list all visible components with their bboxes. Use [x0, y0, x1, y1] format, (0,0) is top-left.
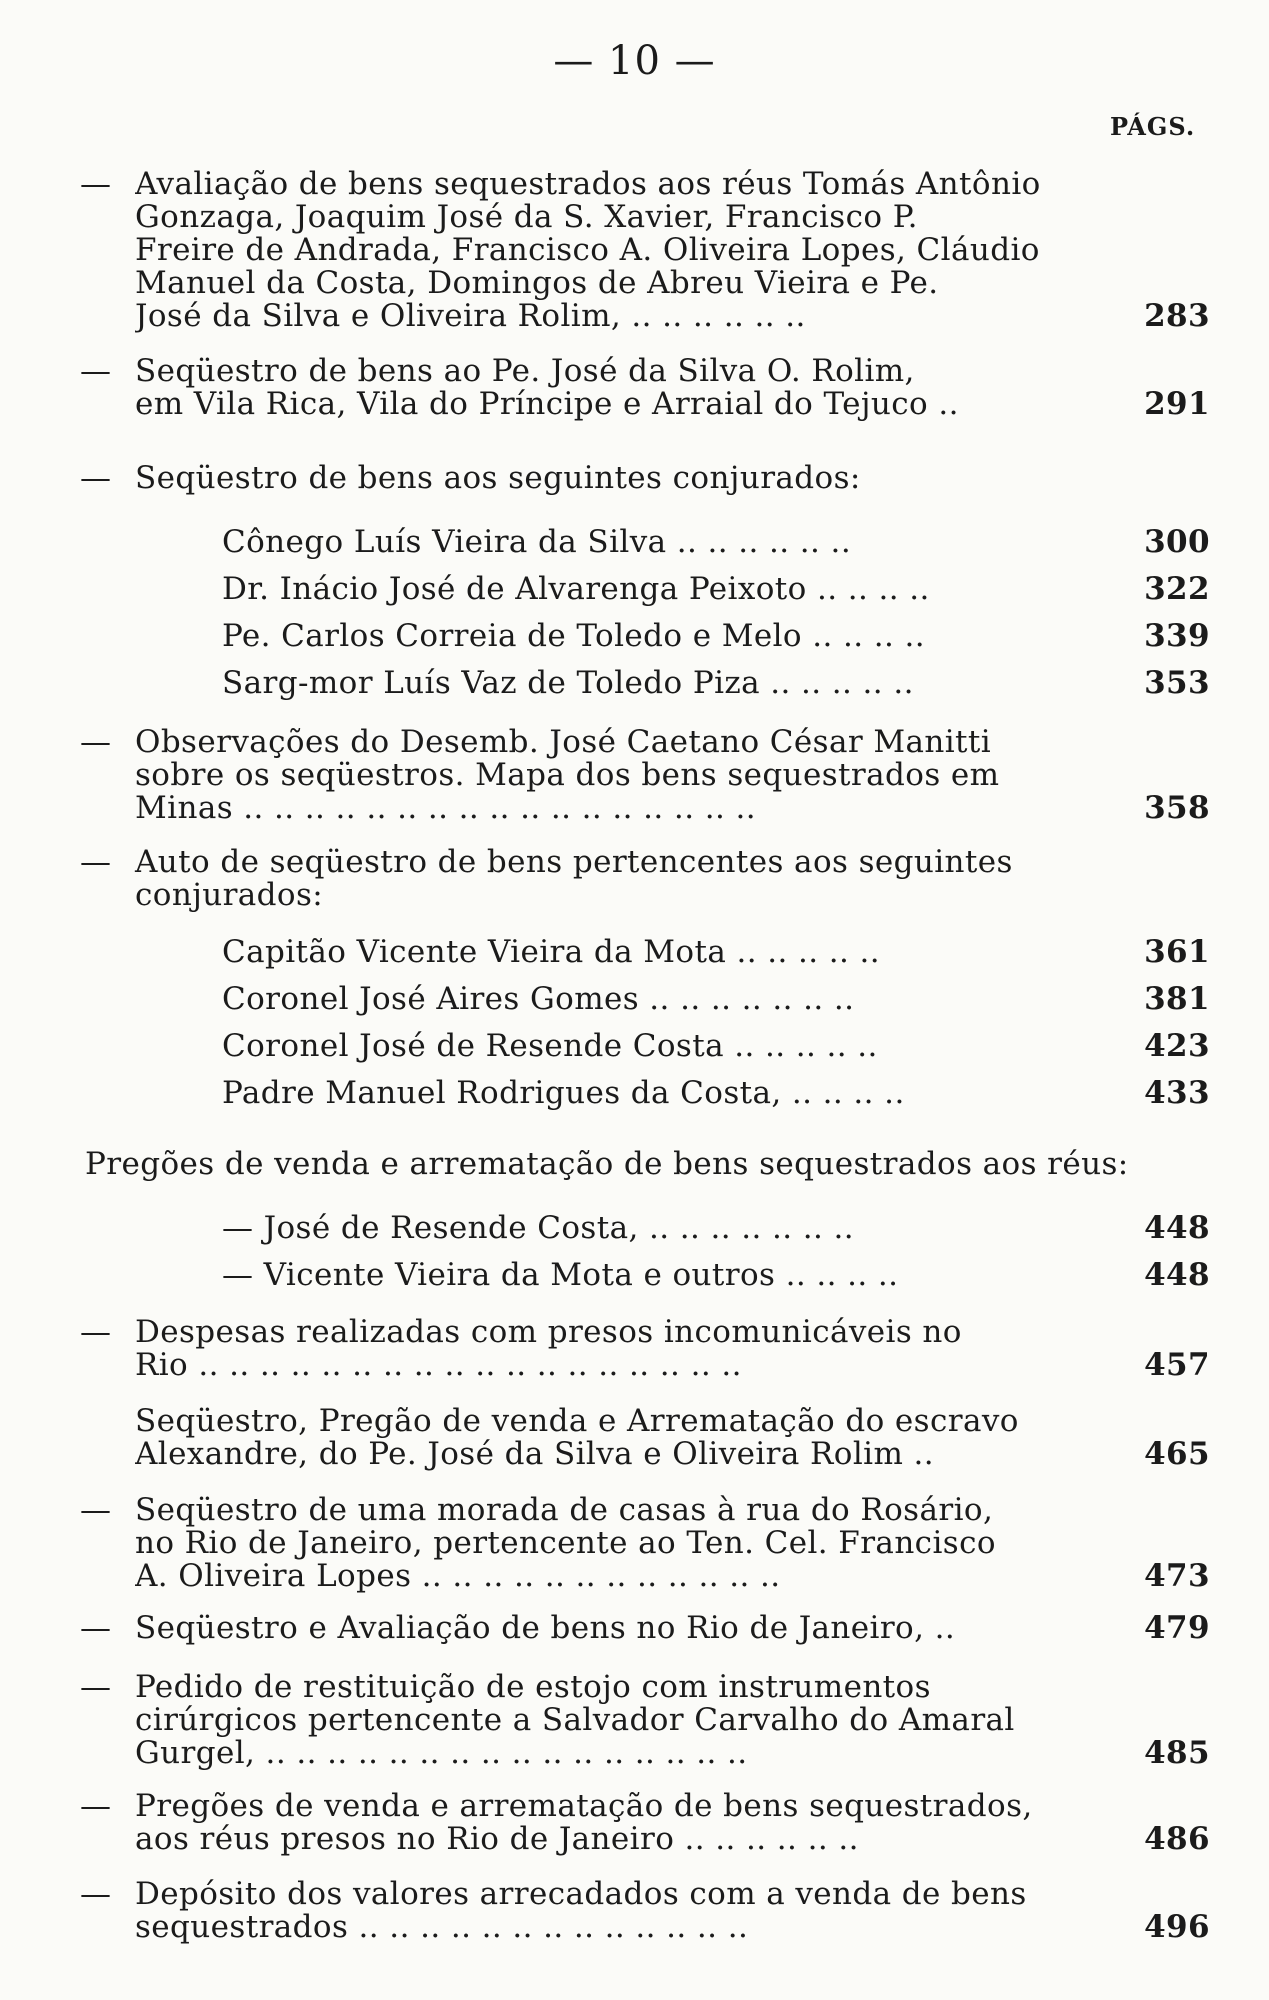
entry-line: José da Silva e Oliveira Rolim, .. .. .. .. .. ..	[135, 300, 806, 333]
heading-line: conjurados:	[135, 877, 324, 913]
entry-dash: —	[80, 1610, 112, 1646]
sub-entry	[222, 983, 1210, 1016]
sub-entry-text: Coronel José de Resende Costa .. .. .. .. ..	[222, 1030, 878, 1063]
entry-line: aos réus presos no Rio de Janeiro .. .. .. .. .. ..	[135, 1823, 859, 1856]
page-number: — 10 —	[553, 38, 716, 84]
toc-entry	[80, 1671, 1210, 1770]
entry-page: 283	[1144, 298, 1210, 334]
entry-line: Depósito dos valores arrecadados com a venda de bens	[135, 1878, 1027, 1911]
toc-entry	[80, 1316, 1210, 1382]
entry-line: Seqüestro de bens ao Pe. José da Silva O. Rolim,	[135, 355, 915, 388]
sub-entry	[222, 526, 1210, 559]
sub-entry-page: 322	[1144, 571, 1210, 607]
heading-dash: —	[80, 460, 112, 496]
entry-line: Gonzaga, Joaquim José da S. Xavier, Francisco P.	[135, 201, 918, 234]
toc-entry	[80, 1405, 1210, 1471]
toc-entry	[80, 355, 1210, 421]
toc-entry	[80, 1878, 1210, 1944]
toc-entry	[80, 168, 1210, 333]
entry-line: Seqüestro, Pregão de venda e Arrematação do escravo	[135, 1405, 1019, 1438]
sub-entry	[222, 573, 1210, 606]
pregoes-heading: Pregões de venda e arrematação de bens sequestrados aos réus:	[85, 1146, 1129, 1182]
entry-dash: —	[80, 724, 112, 760]
sub-entry-page: 448	[1144, 1210, 1210, 1246]
entry-line: no Rio de Janeiro, pertencente ao Ten. Cel. Francisco	[135, 1527, 996, 1560]
sub-entry	[222, 1030, 1210, 1063]
entry-dash: —	[80, 1788, 112, 1824]
entry-line: Seqüestro e Avaliação de bens no Rio de Janeiro, ..	[135, 1612, 956, 1645]
sub-entry-text: — José de Resende Costa, .. .. .. .. .. .. ..	[222, 1212, 855, 1245]
sub-entry-text: Sarg-mor Luís Vaz de Toledo Piza .. .. .. .. ..	[222, 667, 914, 700]
entry-line: Seqüestro de uma morada de casas à rua do Rosário,	[135, 1494, 994, 1527]
heading-text: Seqüestro de bens aos seguintes conjurados:	[135, 460, 861, 496]
entry-page: 358	[1144, 790, 1210, 826]
sub-entry-text: Coronel José Aires Gomes .. .. .. .. .. .. ..	[222, 983, 855, 1016]
sub-entry-page: 339	[1144, 618, 1210, 654]
sub-entry-text: Capitão Vicente Vieira da Mota .. .. .. .. ..	[222, 936, 881, 969]
sub-entry	[222, 1077, 1210, 1110]
sub-entry	[222, 936, 1210, 969]
sub-entry	[222, 1212, 1210, 1245]
section-heading	[80, 462, 1210, 495]
toc-entry	[80, 1494, 1210, 1593]
entry-page: 479	[1144, 1610, 1210, 1646]
sub-entry-page: 300	[1144, 524, 1210, 560]
sub-entry-text: Dr. Inácio José de Alvarenga Peixoto .. .. .. ..	[222, 573, 930, 606]
entry-page: 457	[1144, 1347, 1210, 1383]
sub-entry-text: — Vicente Vieira da Mota e outros .. .. .. ..	[222, 1259, 899, 1292]
heading-dash: —	[80, 844, 112, 880]
pags-column-label: PÁGS.	[1110, 112, 1196, 141]
sub-entry-page: 381	[1144, 981, 1210, 1017]
sub-entry	[222, 667, 1210, 700]
entry-line: Despesas realizadas com presos incomunicáveis no	[135, 1316, 962, 1349]
sub-entry-page: 361	[1144, 934, 1210, 970]
entry-dash: —	[80, 1876, 112, 1912]
entry-line: sobre os seqüestros. Mapa dos bens sequestrados em	[135, 759, 1000, 792]
sub-entry	[222, 620, 1210, 653]
toc-entry	[80, 726, 1210, 825]
entry-line: Alexandre, do Pe. José da Silva e Oliveira Rolim ..	[135, 1438, 935, 1471]
sub-entry-text: Padre Manuel Rodrigues da Costa, .. .. .. ..	[222, 1077, 905, 1110]
entry-page: 496	[1144, 1909, 1210, 1945]
heading-line: Auto de seqüestro de bens pertencentes aos seguintes	[135, 844, 1013, 880]
entry-page: 473	[1144, 1558, 1210, 1594]
entry-line: Freire de Andrada, Francisco A. Oliveira Lopes, Cláudio	[135, 234, 1040, 267]
entry-line: cirúrgicos pertencente a Salvador Carvalho do Amaral	[135, 1704, 1015, 1737]
entry-dash: —	[80, 353, 112, 389]
entry-dash: —	[80, 1669, 112, 1705]
sub-entry	[222, 1259, 1210, 1292]
entry-page: 485	[1144, 1735, 1210, 1771]
entry-line: Rio .. .. .. .. .. .. .. .. .. .. .. .. .. .. .. .. .. ..	[135, 1349, 742, 1382]
toc-entry	[80, 1612, 1210, 1645]
entry-line: A. Oliveira Lopes .. .. .. .. .. .. .. .. .. .. .. ..	[135, 1560, 781, 1593]
entry-page: 465	[1144, 1436, 1210, 1472]
entry-line: Manuel da Costa, Domingos de Abreu Vieira e Pe.	[135, 267, 939, 300]
sub-entry-text: Cônego Luís Vieira da Silva .. .. .. .. .. ..	[222, 526, 852, 559]
entry-line: sequestrados .. .. .. .. .. .. .. .. .. .. .. .. ..	[135, 1911, 749, 1944]
entry-page: 291	[1144, 386, 1210, 422]
sub-entry-page: 423	[1144, 1028, 1210, 1064]
toc-entry	[80, 1790, 1210, 1856]
entry-dash: —	[80, 1314, 112, 1350]
entry-dash: —	[80, 166, 112, 202]
entry-dash: —	[80, 1492, 112, 1528]
entry-line: Avaliação de bens sequestrados aos réus Tomás Antônio	[135, 168, 1041, 201]
entry-line: Pedido de restituição de estojo com instrumentos	[135, 1671, 931, 1704]
entry-line: Pregões de venda e arrematação de bens sequestrados,	[135, 1790, 1033, 1823]
entry-page: 486	[1144, 1821, 1210, 1857]
sub-entry-page: 353	[1144, 665, 1210, 701]
sub-entry-text: Pe. Carlos Correia de Toledo e Melo .. .. .. ..	[222, 620, 926, 653]
section-heading	[80, 846, 1210, 912]
entry-line: Gurgel, .. .. .. .. .. .. .. .. .. .. .. .. .. .. .. ..	[135, 1737, 748, 1770]
sub-entry-page: 433	[1144, 1075, 1210, 1111]
entry-line: Minas .. .. .. .. .. .. .. .. .. .. .. .. .. .. .. .. ..	[135, 792, 756, 825]
entry-line: em Vila Rica, Vila do Príncipe e Arraial do Tejuco ..	[135, 388, 959, 421]
entry-line: Observações do Desemb. José Caetano César Manitti	[135, 726, 992, 759]
sub-entry-page: 448	[1144, 1257, 1210, 1293]
